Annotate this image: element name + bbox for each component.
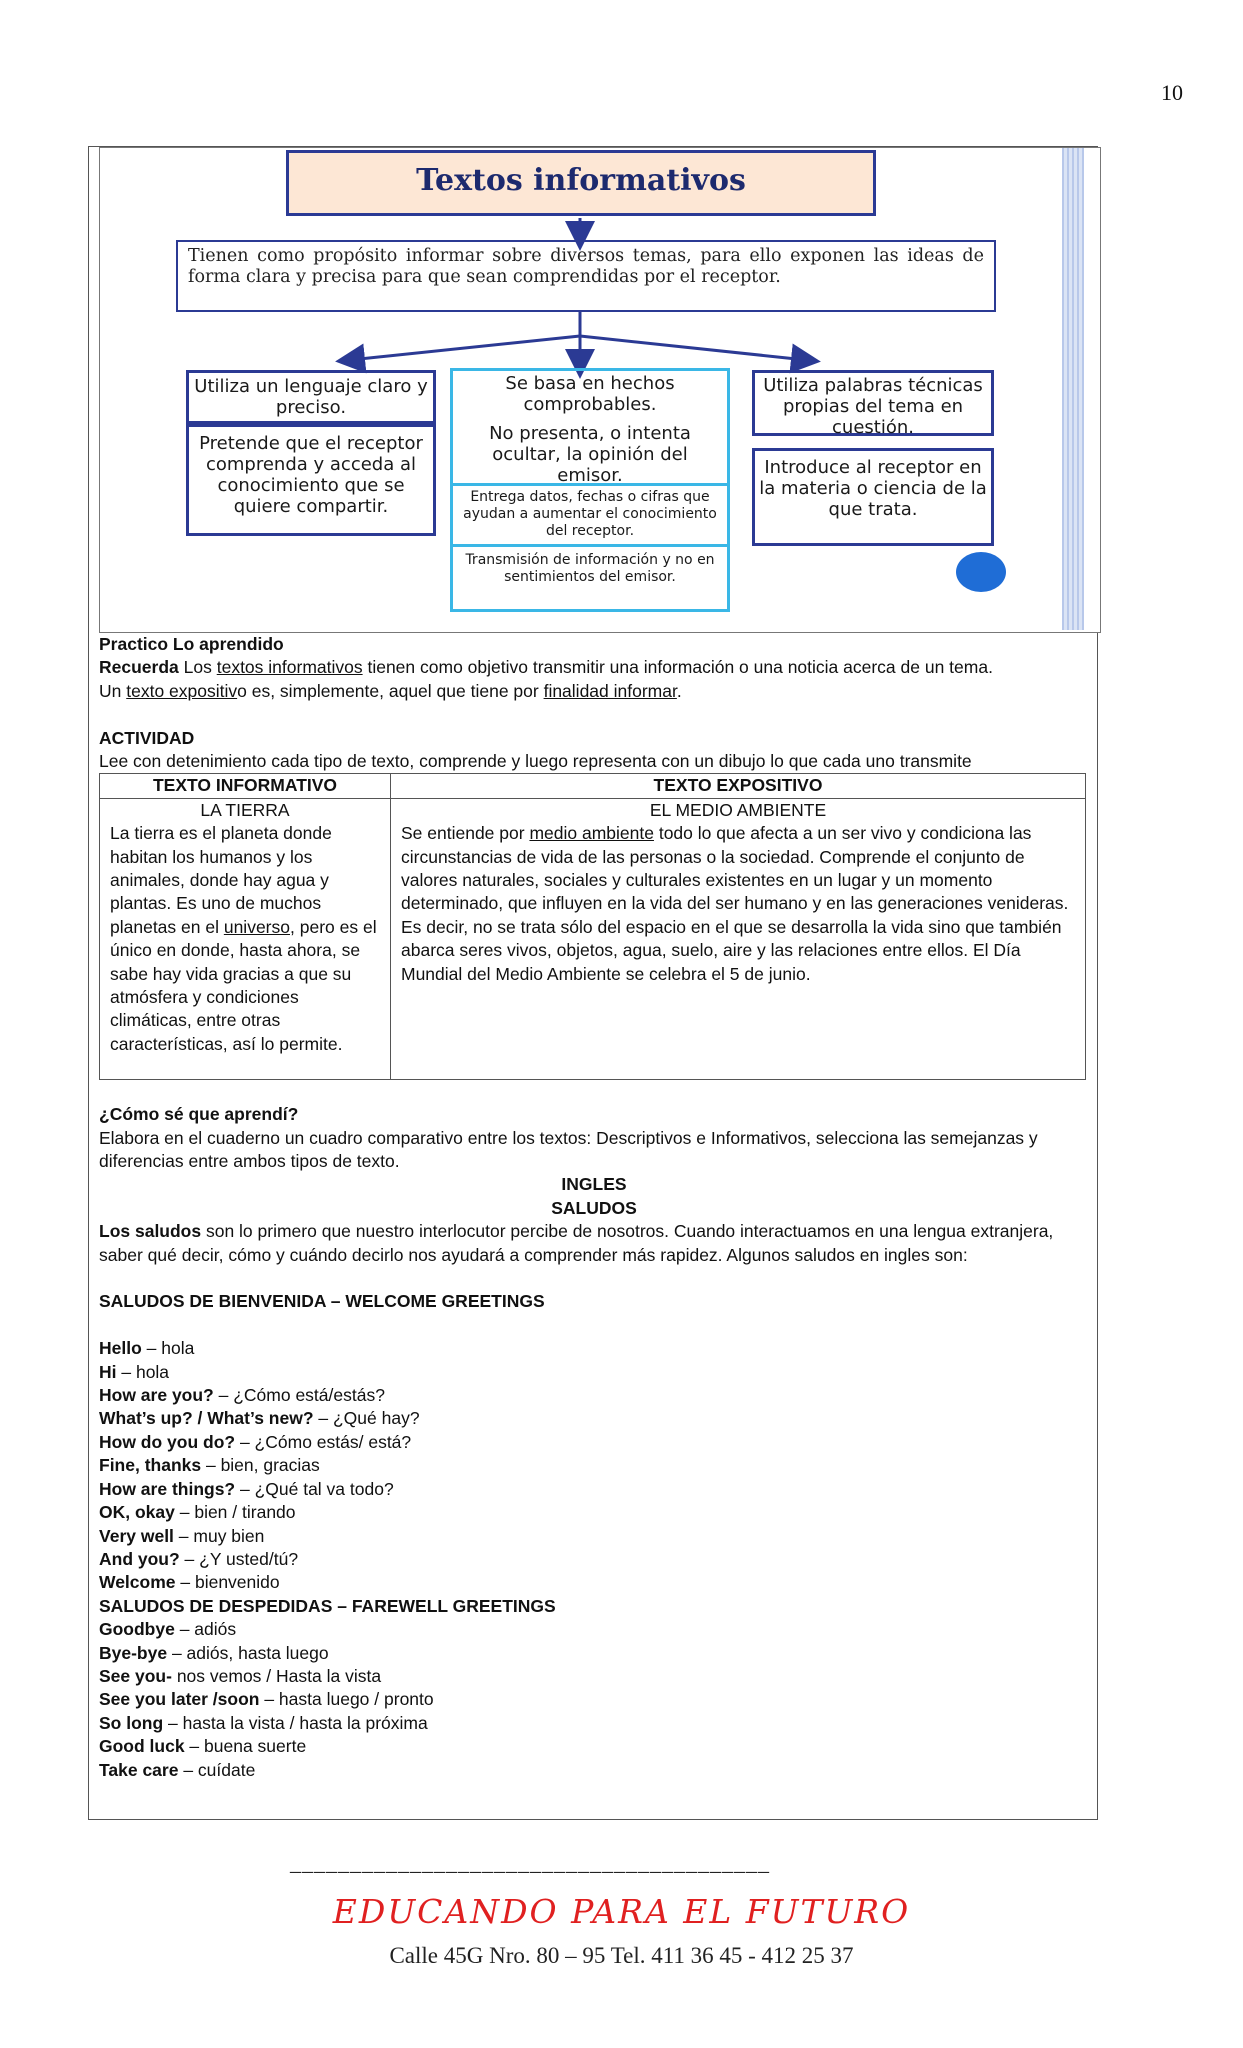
welcome-greeting-english: Fine, thanks bbox=[99, 1455, 202, 1476]
info-center-item-4: Transmisión de información y no en sentimientos del emisor. bbox=[465, 552, 715, 585]
info-box-right-top: Utiliza palabras técnicas propias del tema en cuestión. bbox=[752, 370, 994, 436]
decorative-circle bbox=[956, 552, 1006, 592]
welcome-heading: SALUDOS DE BIENVENIDA – WELCOME GREETINGS bbox=[99, 1291, 545, 1312]
expositivo-text-a: Un bbox=[99, 680, 127, 701]
farewell-greetings-list bbox=[99, 1618, 1089, 1782]
welcome-greeting-spanish: – ¿Cómo estás/ está? bbox=[235, 1431, 412, 1452]
english-title: INGLES bbox=[561, 1174, 627, 1195]
welcome-greeting-item bbox=[99, 1431, 1089, 1454]
footer-rule: ________________________________________ bbox=[290, 1850, 770, 1875]
farewell-greeting-english: Bye-bye bbox=[99, 1642, 168, 1663]
farewell-greeting-spanish: – adiós, hasta luego bbox=[167, 1642, 329, 1663]
welcome-greeting-item bbox=[99, 1525, 1089, 1548]
welcome-greeting-item bbox=[99, 1548, 1089, 1571]
link-medio-ambiente[interactable]: medio ambiente bbox=[529, 823, 654, 844]
infographic-title: Textos informativos bbox=[286, 150, 876, 216]
farewell-greeting-spanish: – buena suerte bbox=[184, 1736, 307, 1757]
farewell-greeting-spanish: – hasta la vista / hasta la próxima bbox=[163, 1712, 428, 1733]
table-cell-informativo bbox=[100, 798, 391, 1079]
assessment-heading: ¿Cómo sé que aprendí? bbox=[99, 1104, 299, 1125]
welcome-greeting-item bbox=[99, 1478, 1089, 1501]
recuerda-paragraph bbox=[99, 656, 1089, 679]
comparison-table bbox=[99, 773, 1086, 1079]
recuerda-label: Recuerda bbox=[99, 657, 179, 678]
english-subtitle: SALUDOS bbox=[551, 1197, 637, 1218]
farewell-greeting-english: Good luck bbox=[99, 1736, 185, 1757]
info-box-right-bottom: Introduce al receptor en la materia o ciencia de la que trata. bbox=[752, 448, 994, 546]
farewell-greeting-english: Take care bbox=[99, 1759, 179, 1780]
infographic-description: Tienen como propósito informar sobre diversos temas, para ello exponen las ideas de forma clara y precisa para que sean comprendidas por el receptor. bbox=[176, 240, 996, 312]
welcome-greeting-item bbox=[99, 1361, 1089, 1384]
welcome-greeting-spanish: – bien / tirando bbox=[174, 1502, 296, 1523]
farewell-greeting-spanish: – adiós bbox=[174, 1619, 237, 1640]
english-intro-text: son lo primero que nuestro interlocutor percibe de nosotros. Cuando interactuamos en una lengua extranjera, saber qué decir, cómo y cuándo decirlo nos ayudará a comprender más rapidez. Algunos saludos en ingles son: bbox=[99, 1221, 1054, 1265]
content-frame bbox=[88, 146, 1098, 1820]
info-center-item-1: Se basa en hechos comprobables. bbox=[505, 373, 675, 415]
info-box-left-top: Utiliza un lenguaje claro y preciso. bbox=[186, 370, 436, 424]
welcome-greeting-spanish: – muy bien bbox=[173, 1525, 265, 1546]
welcome-greeting-english: Very well bbox=[99, 1525, 174, 1546]
welcome-greeting-english: How are you? bbox=[99, 1385, 214, 1406]
welcome-greeting-english: OK, okay bbox=[99, 1502, 175, 1523]
tierra-text-b: , pero es el único en donde, hasta ahora, se sabe hay vida gracias a que su atmósfera y condiciones climáticas, entre otras características, así lo permite. bbox=[110, 916, 377, 1054]
infographic bbox=[99, 147, 1101, 633]
footer-address: Calle 45G Nro. 80 – 95 Tel. 411 36 45 - 412 25 37 bbox=[389, 1943, 854, 1968]
farewell-greeting-english: Goodbye bbox=[99, 1619, 175, 1640]
welcome-greeting-item bbox=[99, 1407, 1089, 1430]
english-intro-bold: Los saludos bbox=[99, 1221, 202, 1242]
farewell-greeting-item bbox=[99, 1759, 1089, 1782]
table-header-informativo: TEXTO INFORMATIVO bbox=[100, 774, 391, 798]
farewell-greeting-item bbox=[99, 1618, 1089, 1641]
assessment-text: Elabora en el cuaderno un cuadro comparativo entre los textos: Descriptivos e Informativos, selecciona las semejanzas y diferencias entre ambos tipos de texto. bbox=[99, 1127, 1038, 1172]
farewell-greeting-item bbox=[99, 1712, 1089, 1735]
welcome-greeting-spanish: – bienvenido bbox=[175, 1572, 280, 1593]
arrow-to-right bbox=[580, 336, 806, 360]
welcome-greeting-item bbox=[99, 1337, 1089, 1360]
body-text bbox=[99, 633, 1089, 1782]
expositivo-text-b: o es, simplemente, aquel que tiene por bbox=[237, 680, 544, 701]
info-center-item-2: No presenta, o intenta ocultar, la opinión del emisor. bbox=[489, 423, 691, 486]
farewell-greeting-item bbox=[99, 1665, 1089, 1688]
table-subtitle-tierra: LA TIERRA bbox=[200, 799, 290, 820]
welcome-greeting-spanish: – bien, gracias bbox=[201, 1455, 320, 1476]
farewell-greeting-item bbox=[99, 1688, 1089, 1711]
footer-title: EDUCANDO PARA EL FUTURO bbox=[332, 1892, 911, 1931]
table-subtitle-medio-ambiente: EL MEDIO AMBIENTE bbox=[649, 799, 827, 820]
welcome-greeting-spanish: – ¿Y usted/tú? bbox=[179, 1548, 299, 1569]
page-number: 10 bbox=[1161, 80, 1183, 105]
table-cell-expositivo bbox=[391, 798, 1086, 1079]
farewell-greeting-item bbox=[99, 1735, 1089, 1758]
link-universo[interactable]: universo bbox=[223, 916, 290, 937]
activity-heading: ACTIVIDAD bbox=[99, 727, 195, 748]
info-box-center bbox=[450, 368, 730, 612]
activity-instructions: Lee con detenimiento cada tipo de texto, comprende y luego representa con un dibujo lo que cada uno transmite bbox=[99, 751, 972, 772]
welcome-greeting-english: How are things? bbox=[99, 1478, 236, 1499]
recuerda-text-a: Los bbox=[178, 657, 217, 678]
welcome-greeting-spanish: – ¿Cómo está/estás? bbox=[213, 1385, 385, 1406]
welcome-greeting-item bbox=[99, 1501, 1089, 1524]
welcome-greeting-spanish: – hola bbox=[116, 1361, 170, 1382]
welcome-greeting-english: What’s up? / What’s new? bbox=[99, 1408, 314, 1429]
ambiente-text-a: Se entiende por bbox=[401, 823, 530, 844]
farewell-heading: SALUDOS DE DESPEDIDAS – FAREWELL GREETINGS bbox=[99, 1595, 556, 1616]
recuerda-text-b: tienen como objetivo transmitir una información o una noticia acerca de un tema. bbox=[362, 657, 993, 678]
link-finalidad-informar[interactable]: finalidad informar bbox=[543, 680, 677, 701]
expositivo-paragraph bbox=[99, 680, 1089, 703]
farewell-greeting-item bbox=[99, 1642, 1089, 1665]
link-textos-informativos[interactable]: textos informativos bbox=[216, 657, 363, 678]
farewell-greeting-spanish: – cuídate bbox=[178, 1759, 256, 1780]
english-intro bbox=[99, 1220, 1089, 1267]
welcome-greeting-spanish: – ¿Qué hay? bbox=[313, 1408, 420, 1429]
practice-heading: Practico Lo aprendido bbox=[99, 634, 284, 654]
table-header-expositivo: TEXTO EXPOSITIVO bbox=[391, 774, 1086, 798]
info-center-item-3: Entrega datos, fechas o cifras que ayudan a aumentar el conocimiento del receptor. bbox=[453, 483, 727, 547]
expositivo-text-c: . bbox=[676, 680, 682, 701]
farewell-greeting-english: See you- bbox=[99, 1665, 172, 1686]
welcome-greeting-english: And you? bbox=[99, 1548, 180, 1569]
welcome-greeting-item bbox=[99, 1384, 1089, 1407]
welcome-greeting-english: Hello bbox=[99, 1338, 142, 1359]
link-texto-expositivo[interactable]: texto expositiv bbox=[126, 680, 238, 701]
welcome-greeting-english: How do you do? bbox=[99, 1431, 236, 1452]
welcome-greeting-item bbox=[99, 1454, 1089, 1477]
farewell-greeting-english: So long bbox=[99, 1712, 164, 1733]
info-box-left-bottom: Pretende que el receptor comprenda y acceda al conocimiento que se quiere compartir. bbox=[186, 424, 436, 536]
welcome-greeting-spanish: – ¿Qué tal va todo? bbox=[235, 1478, 394, 1499]
welcome-greeting-spanish: – hola bbox=[141, 1338, 195, 1359]
farewell-greeting-spanish: nos vemos / Hasta la vista bbox=[171, 1665, 382, 1686]
arrow-to-left bbox=[350, 336, 580, 360]
welcome-greeting-english: Welcome bbox=[99, 1572, 176, 1593]
welcome-greeting-english: Hi bbox=[99, 1361, 117, 1382]
tierra-text-a: La tierra es el planeta donde habitan los humanos y los animales, donde hay agua y plantas. Es uno de muchos planetas en el bbox=[110, 823, 332, 937]
welcome-greeting-item bbox=[99, 1571, 1089, 1594]
farewell-greeting-english: See you later /soon bbox=[99, 1689, 260, 1710]
ambiente-text-b: todo lo que afecta a un ser vivo y condiciona las circunstancias de vida de las personas o la sociedad. Comprende el conjunto de valores naturales, sociales y culturales existentes en un lugar y un momento determinado, que influyen en la vida del ser humano y en las generaciones venideras. Es decir, no se trata sólo del espacio en el que se desarrolla la vida sino que también abarca seres vivos, objetos, agua, suelo, aire y las relaciones entre ellos. El Día Mundial del Medio Ambiente se celebra el 5 de junio. bbox=[401, 823, 1069, 984]
welcome-greetings-list bbox=[99, 1337, 1089, 1594]
farewell-greeting-spanish: – hasta luego / pronto bbox=[259, 1689, 434, 1710]
